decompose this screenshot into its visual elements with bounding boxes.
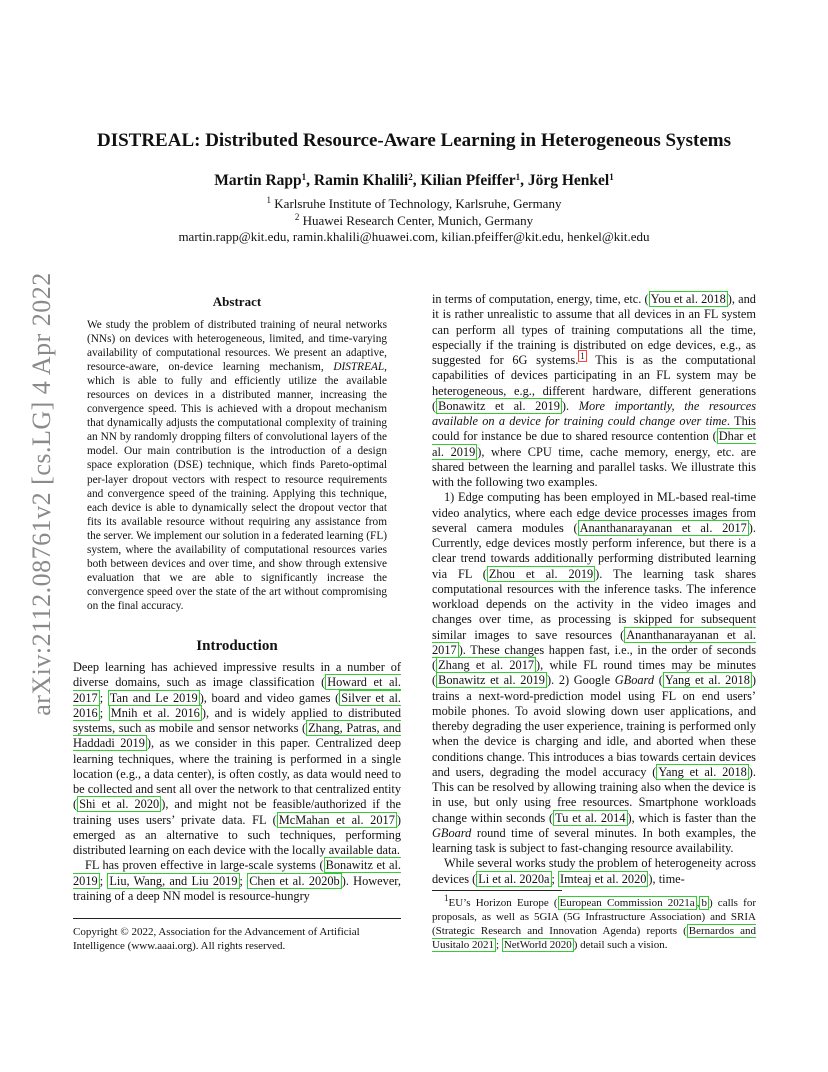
author-list: Martin Rapp$^1$, Ramin Khalili$^2$, Kilian Pfeiffer$^1$, Jörg Henkel$^1$ [214, 172, 614, 189]
body-paragraph: in terms of computation, energy, time, etc. ( You et al. 2018 ), and it is rather unrealistic to assume that all devices in an FL system can perform all types of training computations all the time, especially if the training is distributed on edge devices, e.g., as suggested for 6G systems. $^1$ This is as the computational capabilities of devices participating in an FL system may be heterogeneous, e.g., different hardware, different generations ( Bonawitz et al. 2019 ). More importantly, the resources available on a device for training could change over time. This could for instance be due to shared resource contention ( Dhar et al. 2019 ), where CPU time, cache memory, energy, etc. are shared between the learning and parallel tasks. We illustrate this with the following two examples. [432, 292, 757, 489]
citation-link[interactable]: NetWorld 2020 [503, 939, 572, 951]
emphasis-text: More importantly, the resources available on a device for training could change over time [432, 398, 756, 428]
author-affil-mark: 2 [408, 172, 413, 182]
footnote-divider [432, 890, 562, 891]
introduction-heading: Introduction [196, 638, 278, 654]
author-affil-mark: 1 [515, 172, 521, 182]
citation-link[interactable]: b [701, 897, 707, 909]
left-column-body [73, 660, 401, 904]
emphasis-text: GBoard [614, 673, 655, 688]
citation-link[interactable]: Bernardos and Uusitalo 2021 [432, 925, 756, 951]
footnote-ref-link[interactable]: 1 [580, 351, 585, 361]
affil-mark: 2 [294, 211, 300, 222]
citation-link[interactable]: European Commission 2021a [559, 897, 695, 909]
body-paragraph: Deep learning has achieved impressive results in a number of diverse domains, such as image classification ( Howard et al. 2017 ; Tan and Le 2019 ), board and video games ( Silver et al. 2016 ; Mnih et al. 2016 ), and is widely applied to distributed systems, such as mobile and sensor networks ( Zhang, Patras, and Haddadi 2019 ), as we consider in this paper. Centralized deep learning techniques, where the training is performed in a single location (e.g., a data center), is often costly, as data would need to be collected and sent all over the network to that centralized entity ( Shi et al. 2020 ), and might not be feasible/authorized if the training uses users’ private data. FL ( McMahan et al. 2017 ) emerged as an alternative to such techniques, performing distributed learning on each device with the locally available data. [73, 660, 402, 857]
body-paragraph: FL has proven effective in large-scale systems ( Bonawitz et al. 2019 ; Liu, Wang, and Liu 2019 ; Chen et al. 2020b ). However, training of a deep NN model is resource-hungry [73, 858, 401, 903]
citation-link[interactable]: Zhou et al. 2019 [488, 566, 594, 581]
abstract-body: We study the problem of distributed training of neural networks (NNs) on devices with heterogeneous, limited, and time-varying availability of computational resources. We present an adaptive, resource-aware, on-device learning mechanism, DISTREAL, which is able to fully and efficiently utilize the available resources on devices in a distributed manner, increasing the convergence speed. This is achieved with a dropout mechanism that dynamically adjusts the computational complexity of training an NN by randomly dropping filters of convolutional layers of the model. Our main contribution is the introduction of a design space exploration (DSE) technique, which finds Pareto-optimal per-layer dropout vectors with respect to resource requirements and convergence speed of the training. Applying this technique, each device is able to dynamically select the dropout vector that fits its available resource without requiring any assistance from the server. We implement our solution in a federated learning (FL) system, where the availability of computational resources varies both between devices and over time, and show through extensive evaluation that we are able to significantly increase the convergence speed over the state of the art without compromising on the final accuracy. [87, 319, 387, 612]
citation-link[interactable]: Chen et al. 2020b [249, 873, 340, 888]
paper-title: DISTREAL: Distributed Resource-Aware Learning in Heterogeneous Systems [96, 130, 731, 151]
affiliation-list [0, 196, 828, 229]
author-emails: martin.rapp@kit.edu, ramin.khalili@huawei.com, kilian.pfeiffer@kit.edu, henkel@kit.edu [178, 229, 650, 244]
affiliation-line: $^2$ Huawei Research Center, Munich, Germany [294, 211, 534, 228]
citation-link[interactable]: Shi et al. 2020 [79, 797, 160, 812]
citation-link[interactable]: Tu et al. 2014 [555, 810, 626, 825]
right-column-body [432, 292, 756, 887]
citation-link[interactable]: Ananthanarayanan et al. 2017 [579, 520, 747, 535]
author-affil-mark: 1 [609, 172, 614, 182]
citation-link[interactable]: Howard et al. 2017 [73, 675, 401, 705]
citation-link[interactable]: Dhar et al. 2019 [432, 429, 757, 459]
citation-link[interactable]: Imteaj et al. 2020 [560, 871, 647, 886]
citation-link[interactable]: You et al. 2018 [650, 292, 726, 306]
affiliations [0, 196, 828, 246]
copyright-notice: Copyright © 2022, Association for the Advancement of Artificial Intelligence (www.aaai.org). All rights reserved. [73, 926, 360, 952]
author-name: Kilian Pfeiffer [420, 172, 516, 189]
affiliation-line: $^1$ Karlsruhe Institute of Technology, Karlsruhe, Germany [266, 195, 562, 211]
footnote-1: $^1$EU’s Horizon Europe ( European Commission 2021a , b ) calls for proposals, as well as 5GIA (5G Infrastructure Association) and SRIA (Strategic Research and Innovation Agenda) reports ( Bernardos and Uusitalo 2021 ; NetWorld 2020 ) detail such a vision. [432, 893, 756, 951]
body-paragraph: While several works study the problem of heterogeneity across devices ( Li et al. 2020a ; Imteaj et al. 2020 ), time- [432, 856, 756, 886]
citation-link[interactable]: Bonawitz et al. 2019 [438, 398, 560, 413]
body-paragraph: 1) Edge computing has been employed in ML-based real-time video analytics, where each edge device processes images from several camera modules ( Ananthanarayanan et al. 2017 ). Currently, edge devices mostly perform inference, but there is a clear trend towards additionally performing distributed learning via FL ( Zhou et al. 2019 ). The learning task shares computational resources with the inference tasks. The inference workload depends on the activity in the video images and changes over time, as processing is skipped for subsequent similar images to save resources ( Ananthanarayanan et al. 2017 ). These changes happen fast, i.e., in the order of seconds ( Zhang et al. 2017 ), while FL round times may be minutes ( Bonawitz et al. 2019 ). 2) Google GBoard ( Yang et al. 2018 ) trains a next-word-prediction model using FL on end users’ mobile phones. To avoid slowing down user applications, and thereby degrading the user experience, training is performed only when the device is charging and idle, and aborted when these conditions change. This introduces a bias towards certain devices and users, degrading the model accuracy ( Yang et al. 2018 ). This can be resolved by allowing training also when the device is in use, but only using free resources. Smartphone workloads change within seconds ( Tu et al. 2014 ), which is faster than the GBoard round time of several minutes. In both examples, the learning task is subject to fast-changing resource availability. [432, 490, 757, 855]
citation-link[interactable]: Zhang, Patras, and Haddadi 2019 [73, 721, 401, 751]
citation-link[interactable]: Tan and Le 2019 [109, 690, 198, 705]
citation-link[interactable]: McMahan et al. 2017 [278, 812, 395, 827]
copyright-divider [73, 918, 401, 919]
citation-link[interactable]: Bonawitz et al. 2019 [438, 673, 545, 688]
citation-link[interactable]: Zhang et al. 2017 [438, 658, 535, 672]
citation-link[interactable]: Liu, Wang, and Liu 2019 [109, 873, 238, 888]
affil-mark: 1 [266, 195, 272, 205]
arxiv-stamp-text: arXiv:2112.08761v2 [cs.LG] 4 Apr 2022 [27, 272, 56, 716]
emphasis-text: GBoard [432, 825, 472, 840]
citation-link[interactable]: Li et al. 2020a [478, 871, 550, 886]
citation-link[interactable]: Bonawitz et al. 2019 [73, 858, 401, 888]
arxiv-stamp [22, 272, 62, 716]
author-affil-mark: 1 [301, 172, 307, 182]
author-name: Ramin Khalili [313, 172, 409, 189]
author-name: Martin Rapp [214, 172, 302, 189]
citation-link[interactable]: Ananthanarayanan et al. 2017 [432, 627, 756, 657]
abstract-heading: Abstract [212, 294, 262, 309]
citation-link[interactable]: Silver et al. 2016 [73, 690, 402, 720]
author-name: Jörg Henkel [527, 172, 610, 189]
footnote-mark: 1 [444, 893, 449, 903]
citation-link[interactable]: Yang et al. 2018 [664, 673, 750, 688]
citation-link[interactable]: Mnih et al. 2016 [110, 705, 200, 720]
emphasis-text: DISTREAL [333, 361, 385, 374]
citation-link[interactable]: Yang et al. 2018 [658, 764, 747, 779]
